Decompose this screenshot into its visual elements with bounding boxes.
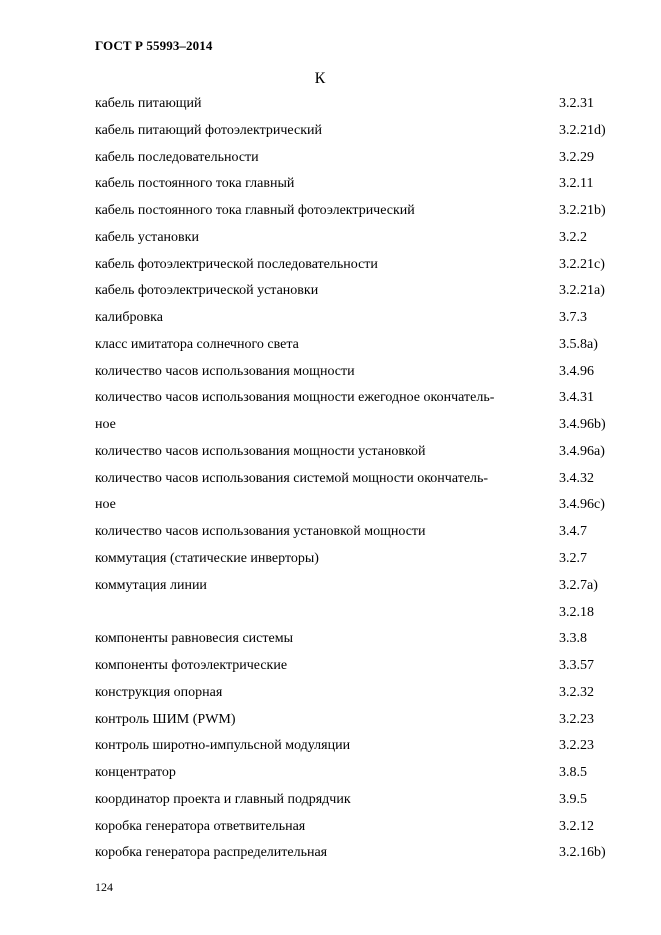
- entry-term-line: количество часов использования мощности: [95, 363, 355, 379]
- entry-term-line: ное: [95, 497, 116, 513]
- entry-term-line: количество часов использования мощности ежегодное окончатель-: [95, 390, 495, 406]
- entry-reference-line: 3.4.96b): [559, 417, 606, 433]
- entry-term-line: количество часов использования мощности установкой: [95, 443, 426, 459]
- entry-reference-line: 3.4.32: [559, 470, 594, 486]
- entry-term: [95, 789, 546, 816]
- entry-reference-line: 3.2.31: [559, 96, 594, 111]
- entry-term-line: кабель питающий фотоэлектрический: [95, 122, 322, 138]
- index-entry: [95, 468, 625, 522]
- entry-term-line: концентратор: [95, 765, 176, 781]
- entry-reference: [546, 280, 605, 307]
- entry-term: [95, 762, 546, 789]
- entry-reference-line: 3.2.7: [559, 551, 587, 567]
- entry-reference-line: 3.3.57: [559, 658, 594, 674]
- index-entries: [95, 93, 625, 869]
- entry-term-line: калибровка: [95, 310, 163, 326]
- entry-term-line: класс имитатора солнечного света: [95, 336, 299, 352]
- entry-reference-line: 3.2.29: [559, 149, 594, 165]
- entry-term-line: коммутация (статические инверторы): [95, 551, 319, 567]
- entry-reference: [546, 816, 594, 843]
- entry-reference-line: 3.8.5: [559, 765, 587, 781]
- entry-term: [95, 173, 546, 200]
- entry-reference-line: 3.2.32: [559, 684, 594, 700]
- entry-reference-line: 3.2.2: [559, 229, 587, 245]
- index-entry: [95, 842, 625, 869]
- index-entry: [95, 280, 625, 307]
- entry-term: [95, 120, 546, 147]
- entry-term: [95, 628, 546, 655]
- index-entry: [95, 441, 625, 468]
- entry-term-line: кабель фотоэлектрической установки: [95, 283, 319, 299]
- entry-reference-line: 3.2.12: [559, 818, 594, 834]
- entry-reference-line: 3.2.21d): [559, 122, 606, 138]
- entry-reference: [546, 361, 594, 388]
- entry-reference: [546, 334, 598, 361]
- index-entry: [95, 93, 625, 120]
- entry-term: [95, 655, 546, 682]
- entry-reference: [546, 628, 587, 655]
- entry-term-line: компоненты равновесия системы: [95, 631, 293, 647]
- index-entry: [95, 307, 625, 334]
- entry-reference: [546, 173, 593, 200]
- entry-reference-line: 3.7.3: [559, 310, 587, 326]
- entry-term: [95, 307, 546, 334]
- entry-reference: [546, 575, 598, 629]
- entry-term: [95, 575, 546, 629]
- index-entry: [95, 227, 625, 254]
- entry-reference-line: 3.2.7a): [559, 577, 598, 593]
- index-entry: [95, 200, 625, 227]
- entry-term: [95, 441, 546, 468]
- entry-reference-line: 3.2.11: [559, 176, 594, 192]
- entry-reference: [546, 682, 594, 709]
- entry-term: [95, 548, 546, 575]
- entry-reference: [546, 789, 587, 816]
- entry-term: [95, 521, 546, 548]
- entry-term: [95, 735, 546, 762]
- entry-reference-line: 3.4.7: [559, 524, 587, 540]
- entry-term-line: коробка генератора распределительная: [95, 845, 328, 861]
- entry-term-line: количество часов использования установкой мощности: [95, 524, 426, 540]
- entry-reference: [546, 521, 587, 548]
- entry-reference: [546, 842, 606, 869]
- entry-term: [95, 682, 546, 709]
- entry-term-line: кабель питающий: [95, 96, 202, 111]
- entry-reference-line: 3.4.96a): [559, 443, 605, 459]
- entry-reference: [546, 655, 594, 682]
- index-entry: [95, 173, 625, 200]
- entry-reference: [546, 147, 594, 174]
- index-entry: [95, 334, 625, 361]
- entry-term: [95, 280, 546, 307]
- entry-term-line: координатор проекта и главный подрядчик: [95, 791, 351, 807]
- entry-term-line: кабель фотоэлектрической последовательности: [95, 256, 378, 272]
- index-entry: [95, 628, 625, 655]
- entry-reference-line: 3.2.16b): [559, 845, 606, 861]
- entry-term: [95, 200, 546, 227]
- index-entry: [95, 521, 625, 548]
- entry-reference-line: 3.4.96c): [559, 497, 605, 513]
- entry-reference: [546, 468, 605, 522]
- index-entry: [95, 735, 625, 762]
- entry-term: [95, 334, 546, 361]
- index-entry: [95, 361, 625, 388]
- entry-reference: [546, 762, 587, 789]
- entry-reference: [546, 200, 606, 227]
- entry-term-line: количество часов использования системой мощности окончатель-: [95, 470, 489, 486]
- entry-reference-line: 3.2.21a): [559, 283, 605, 299]
- entry-reference: [546, 709, 594, 736]
- entry-reference: [546, 387, 606, 441]
- index-entry: [95, 575, 625, 629]
- entry-term-line: кабель постоянного тока главный: [95, 176, 295, 192]
- entry-term: [95, 227, 546, 254]
- index-entry: [95, 387, 625, 441]
- entry-reference: [546, 307, 587, 334]
- entry-term: [95, 709, 546, 736]
- entry-term-line: контроль ШИМ (PWM): [95, 711, 236, 727]
- entry-reference-line: 3.2.23: [559, 738, 594, 754]
- entry-reference-line: 3.2.23: [559, 711, 594, 727]
- entry-term-line: кабель последовательности: [95, 149, 259, 165]
- entry-reference-line: 3.2.21c): [559, 256, 605, 272]
- entry-reference: [546, 120, 606, 147]
- index-entry: [95, 789, 625, 816]
- entry-term: [95, 387, 546, 441]
- page-number: 124: [95, 880, 113, 894]
- entry-term-line: [95, 602, 546, 629]
- entry-term-line: кабель постоянного тока главный фотоэлектрический: [95, 203, 415, 219]
- entry-term-line: кабель установки: [95, 229, 199, 245]
- entry-reference-line: 3.4.96: [559, 363, 594, 379]
- entry-term-line: ное: [95, 417, 116, 433]
- entry-reference: [546, 441, 605, 468]
- entry-term-line: конструкция опорная: [95, 684, 223, 700]
- entry-reference-line: 3.2.18: [559, 604, 594, 620]
- index-entry: [95, 254, 625, 281]
- entry-term: [95, 254, 546, 281]
- entry-reference: [546, 254, 605, 281]
- index-entry: [95, 816, 625, 843]
- index-entry: [95, 147, 625, 174]
- index-entry: [95, 655, 625, 682]
- index-entry: [95, 682, 625, 709]
- index-entry: [95, 709, 625, 736]
- entry-term: [95, 468, 546, 522]
- entry-term-line: коммутация линии: [95, 577, 207, 593]
- index-entry: [95, 548, 625, 575]
- entry-term: [95, 816, 546, 843]
- entry-term: [95, 93, 546, 120]
- index-entry: [95, 762, 625, 789]
- document-header: ГОСТ Р 55993–2014: [95, 38, 213, 53]
- entry-reference-line: 3.3.8: [559, 631, 587, 647]
- entry-reference: [546, 735, 594, 762]
- entry-reference-line: 3.9.5: [559, 791, 587, 807]
- entry-term-line: контроль широтно-импульсной модуляции: [95, 738, 351, 754]
- section-letter: К: [314, 70, 326, 87]
- entry-term: [95, 147, 546, 174]
- entry-reference: [546, 227, 587, 254]
- index-entry: [95, 120, 625, 147]
- entry-reference-line: 3.4.31: [559, 390, 594, 406]
- entry-term-line: компоненты фотоэлектрические: [95, 658, 288, 674]
- entry-reference: [546, 93, 594, 120]
- entry-term-line: коробка генератора ответвительная: [95, 818, 306, 834]
- entry-term: [95, 842, 546, 869]
- entry-term: [95, 361, 546, 388]
- entry-reference-line: 3.2.21b): [559, 203, 606, 219]
- entry-reference: [546, 548, 587, 575]
- entry-reference-line: 3.5.8a): [559, 336, 598, 352]
